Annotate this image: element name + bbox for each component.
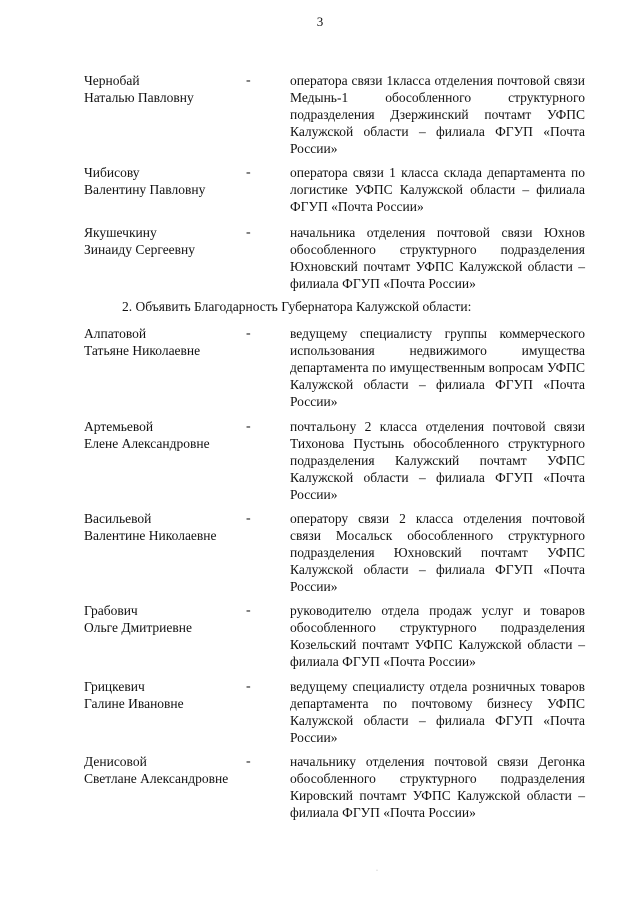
dash-separator: - (246, 603, 251, 618)
recipient-position: оператору связи 2 класса отделения почтовой связи Мосальск обособленного структурного подразделения Юхновский почтамт УФПС Калужской области – филиала ФГУП «Почта России» (290, 511, 585, 594)
dash-separator: - (246, 165, 251, 180)
dash-separator: - (246, 225, 251, 240)
recipient-name (84, 753, 244, 787)
recipient-position: ведущему специалисту отдела розничных товаров департамента по почтовому бизнесу УФПС Калужской области – филиала ФГУП «Почта России» (290, 679, 585, 745)
recipient-name (84, 602, 244, 636)
scan-speck: · (376, 868, 378, 874)
recipient-given-names: Валентине Николаевне (84, 528, 217, 543)
dash-separator: - (246, 326, 251, 341)
recipient-given-names: Валентину Павловну (84, 182, 206, 197)
recipient-surname: Грабович (84, 603, 138, 618)
recipient-surname: Чернобай (84, 73, 140, 88)
recipient-position: ведущему специалисту группы коммерческого использования недвижимого имущества департамента по имущественным вопросам УФПС Калужской области – филиала ФГУП «Почта России» (290, 326, 585, 409)
recipient-given-names: Зинаиду Сергеевну (84, 242, 196, 257)
recipient-surname: Чибисову (84, 165, 140, 180)
recipient-position: оператора связи 1 класса склада департамента по логистике УФПС Калужской области – филиала ФГУП «Почта России» (290, 165, 585, 214)
recipient-position: оператора связи 1класса отделения почтовой связи Медынь-1 обособленного структурного подразделения Дзержинский почтамт УФПС Калужской области – филиала ФГУП «Почта России» (290, 73, 585, 156)
recipient-surname: Денисовой (84, 754, 147, 769)
recipient-given-names: Светлане Александровне (84, 771, 229, 786)
recipient-surname: Якушечкину (84, 225, 157, 240)
recipient-given-names: Галине Ивановне (84, 696, 184, 711)
recipient-name (84, 325, 244, 359)
recipient-given-names: Ольге Дмитриевне (84, 620, 192, 635)
recipient-surname: Артемьевой (84, 419, 154, 434)
dash-separator: - (246, 511, 251, 526)
recipient-name (84, 224, 244, 258)
recipient-name (84, 164, 244, 198)
recipient-surname: Грицкевич (84, 679, 145, 694)
dash-separator: - (246, 73, 251, 88)
recipient-name (84, 418, 244, 452)
recipient-position: начальнику отделения почтовой связи Дегонка обособленного структурного подразделения Кировский почтамт УФПС Калужской области – филиала ФГУП «Почта России» (290, 754, 585, 820)
section-title: 2. Объявить Благодарность Губернатора Калужской области: (122, 299, 472, 314)
dash-separator: - (246, 419, 251, 434)
recipient-given-names: Татьяне Николаевне (84, 343, 201, 358)
recipient-position: почтальону 2 класса отделения почтовой связи Тихонова Пустынь обособленного структурного подразделения Калужский почтамт УФПС Калужской области – филиала ФГУП «Почта России» (290, 419, 585, 502)
recipient-surname: Васильевой (84, 511, 152, 526)
recipient-surname: Алпатовой (84, 326, 147, 341)
recipient-given-names: Наталью Павловну (84, 90, 194, 105)
recipient-position: начальника отделения почтовой связи Юхнов обособленного структурного подразделения Юхновский почтамт УФПС Калужской области – филиала ФГУП «Почта России» (290, 225, 585, 291)
dash-separator: - (246, 754, 251, 769)
recipient-name (84, 678, 244, 712)
dash-separator: - (246, 679, 251, 694)
recipient-position: руководителю отдела продаж услуг и товаров обособленного структурного подразделения Козельский почтамт УФПС Калужской области – филиала ФГУП «Почта России» (290, 603, 585, 669)
recipient-name (84, 72, 244, 106)
recipient-name (84, 510, 244, 544)
recipient-given-names: Елене Александровне (84, 436, 210, 451)
page-number: 3 (316, 14, 324, 29)
